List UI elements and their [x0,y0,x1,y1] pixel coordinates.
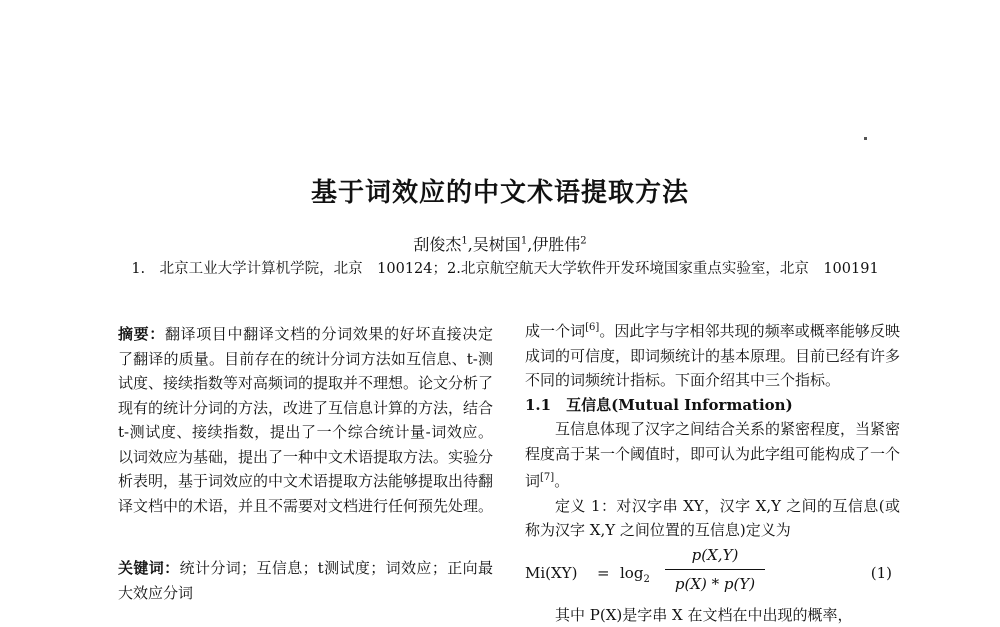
paper-title: 基于词效应的中文术语提取方法 [0,172,1000,209]
log-text: log [620,564,643,582]
author-line: 刮俊杰$^1$,吴树国$^1$,伊胜伟$^2$ [0,232,1000,255]
affiliations: 1. 北京工业大学计算机学院，北京 100124；2.北京航空航天大学软件开发环境国家重点实验室，北京 100191 [120,258,890,280]
left-column [118,322,493,605]
abstract-label: 摘要： [118,325,165,343]
equation-log [620,561,650,593]
author-1: 刮俊杰 [413,235,461,254]
citation-6: [6] [585,322,599,333]
keywords [118,556,493,605]
right-column [525,316,900,627]
citation-7: [7] [540,472,554,483]
after-equation-text: 其中 P(X)是字串 X 在文档在中出现的概率， [525,603,900,627]
log-base: 2 [643,574,649,585]
author-3-affil: 2 [580,236,586,247]
intro-text-a: 成一个词 [525,322,585,340]
author-2: 吴树国 [473,235,521,254]
scan-speck [864,137,867,140]
keywords-label: 关键词： [118,559,180,577]
equation-denominator: p(X) * p(Y) [665,570,765,597]
abstract-text: 翻译项目中翻译文档的分词效果的好坏直接决定了翻译的质量。目前存在的统计分词方法如互信息、t-测试度、接续指数等对高频词的提取并不理想。论文分析了现有的统计分词的方法，改进了互信息计算的方法，结合t-测试度、接续指数，提出了一个综合统计量-词效应。以词效应为基础，提出了一种中文术语提取方法。实验分析表明，基于词效应的中文术语提取方法能够提取出待翻译文档中的术语，并且不需要对文档进行任何预先处理。 [118,325,493,515]
keywords-text: 统计分词；互信息；t测试度；词效应；正向最大效应分词 [118,559,493,602]
author-2-affil: 1 [521,236,527,247]
mi-paragraph [525,417,900,494]
equation-numerator: p(X,Y) [665,543,765,571]
intro-text-b: 。因此字与字相邻共现的频率或概率能够反映成词的可信度，即词频统计的基本原理。目前已经有许多不同的词频统计指标。下面介绍其中三个指标。 [525,322,900,389]
author-1-affil: 1 [461,236,467,247]
equation-number: (1) [871,561,892,586]
intro-paragraph [525,316,900,393]
equation-lhs: Mi(XY) [525,561,577,586]
equation-1 [525,549,900,601]
author-3: 伊胜伟 [532,235,580,254]
section-heading-mutual-information: 1.1 互信息(Mutual Information) [525,393,900,418]
mi-text-a: 互信息体现了汉字之间结合关系的紧密程度，当紧密程度高于某一个阈值时，即可认为此字组可能构成了一个词 [525,420,900,490]
mi-text-b: 。 [554,472,569,490]
equation-equals: = [597,561,610,586]
definition-1: 定义 1：对汉字串 XY，汉字 X,Y 之间的互信息(或称为汉字 X,Y 之间位置的互信息)定义为 [525,494,900,543]
equation-fraction [665,543,765,597]
abstract [118,322,493,518]
